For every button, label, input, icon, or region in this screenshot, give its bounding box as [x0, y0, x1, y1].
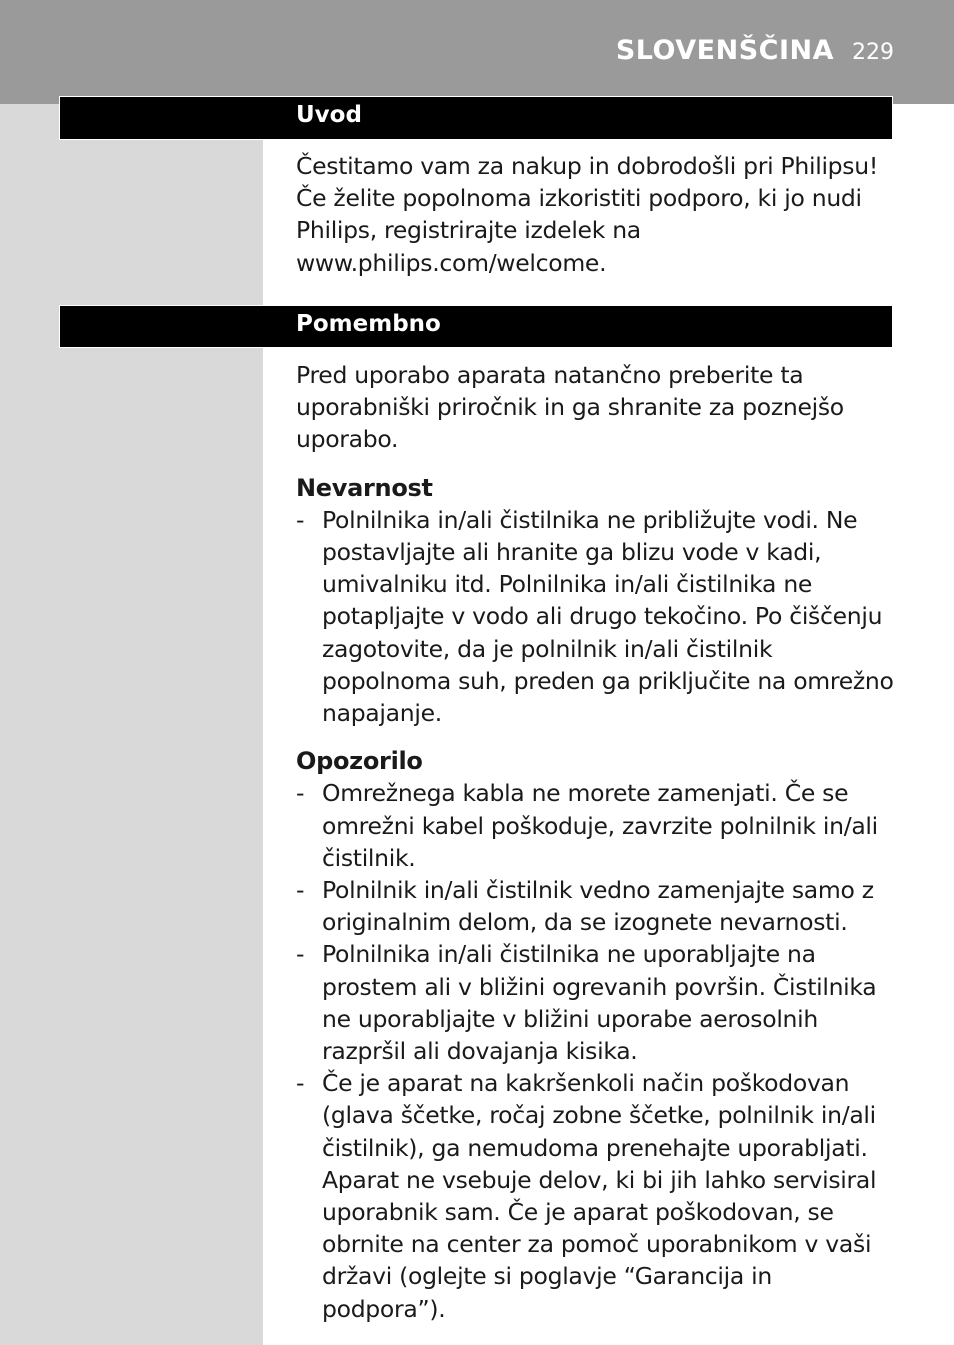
section-title-important: Pomembno: [296, 311, 441, 337]
language-title: SLOVENŠČINA: [615, 35, 834, 66]
warning-item-text: Omrežnega kabla ne morete zamenjati. Če se omrežni kabel poškoduje, zavrzite polnilnik in/ali čistilnik.: [322, 779, 878, 872]
list-dash-marker: -: [296, 779, 305, 808]
intro-paragraph: Čestitamo vam za nakup in dobrodošli pri Philipsu! Če želite popolnoma izkoristiti podporo, ki jo nudi Philips, registrirajte izdelek na www.philips.com/welcome.: [296, 152, 878, 277]
warning-item-text: Polnilnika in/ali čistilnika ne uporabljajte na prostem ali v bližini ogrevanih površin. Čistilnika ne uporabljajte v bližini uporabe aerosolnih razpršil ali dovajanja kisika.: [322, 940, 877, 1066]
list-item: [296, 504, 896, 729]
list-dash-marker: -: [296, 505, 305, 534]
list-item: [296, 874, 896, 938]
list-item: [296, 938, 896, 1067]
list-item: [296, 777, 896, 874]
important-intro-paragraph: Pred uporabo aparata natančno preberite ta uporabniški priročnik in ga shranite za poznejšo uporabo.: [296, 361, 844, 454]
danger-item-text: Polnilnika in/ali čistilnika ne približujte vodi. Ne postavljajte ali hranite ga blizu vode v kadi, umivalniku itd. Polnilnika in/ali čistilnika ne potapljajte v vodo ali drugo tekočino. Po čiščenju zagotovite, da je polnilnik in/ali čistilnik popolnoma suh, preden ga priključite na omrežno napajanje.: [322, 505, 894, 728]
intro-body: [296, 150, 896, 279]
list-dash-marker: -: [296, 940, 305, 969]
warning-item-text: Polnilnik in/ali čistilnik vedno zamenjajte samo z originalnim delom, da se izognete nevarnosti.: [322, 876, 874, 937]
list-dash-marker: -: [296, 1069, 305, 1098]
side-margin-band: [0, 104, 263, 1345]
page-number: 229: [852, 40, 894, 65]
list-dash-marker: -: [296, 876, 305, 905]
section-title-intro: Uvod: [296, 102, 362, 128]
section-header-important: [59, 305, 893, 348]
danger-list: [296, 504, 896, 729]
warning-heading: Opozorilo: [296, 747, 423, 776]
important-body: [296, 359, 896, 1325]
warning-list: [296, 777, 896, 1324]
warning-item-text: Če je aparat na kakršenkoli način poškodovan (glava ščetke, ročaj zobne ščetke, polnilnik in/ali čistilnik), ga nemudoma prenehajte uporabljati. Aparat ne vsebuje delov, ki bi jih lahko servisiral uporabnik sam. Če je aparat poškodovan, se obrnite na center za pomoč uporabnikom v vaši državi (oglejte si poglavje “Garancija in podpora”).: [322, 1069, 877, 1323]
danger-heading: Nevarnost: [296, 473, 433, 502]
list-item: [296, 1067, 896, 1325]
section-header-intro: [59, 96, 893, 140]
